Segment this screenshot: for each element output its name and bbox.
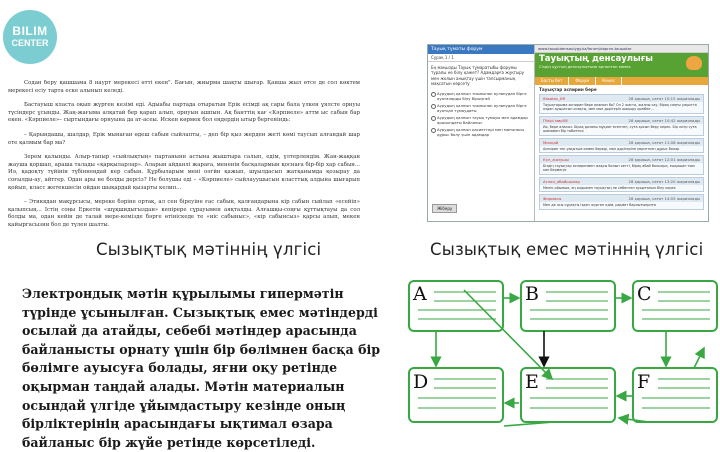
post-author[interactable]: Милқай — [543, 139, 559, 145]
nav-item[interactable]: Форум — [569, 77, 596, 85]
post-date: 28 қараша, сағат 10:42 жариялады — [628, 117, 700, 123]
post-date: 28 қараша, сағат 11:08 жариялады — [628, 139, 700, 145]
linear-paragraph: Содан беру қашшама 8 наурт мерекесі өтті екен". Бағын, жиырма шақты шығар. Қанша жыл өтсе де сол көктем мерекесі есіу тарта еске алынып келеді. — [8, 80, 360, 94]
node-label: D — [413, 371, 429, 393]
bilim-center-logo — [3, 10, 57, 64]
quiz-panel — [428, 45, 535, 221]
quiz-title: Тауық тұматы форум — [428, 45, 534, 54]
post-date: 28 қараша, сағат 13:20 жариялады — [628, 178, 700, 184]
post-body: Аспирин тек уақытша көмек береді, мал дәрігеріне көрсеткен дұрыс болар — [543, 146, 680, 151]
post-author[interactable]: Күл_жазушы — [543, 157, 569, 163]
forum-post — [539, 138, 704, 153]
linear-paragraph: Зерем қалынды. Алыр-тапыр «сыйлықтың» партанынн астына жыштыра салып, едім, үлтерлендім. Жан-жаққан жауша қоршап, араша талады «қарқыларлар». Аларын айданлі жараға, мененін басқалармын қоснаға бір-бір хар сабын... Иә, қадоқту түйінін түбіннеңдай кер сабын. Құрбыларым мені оәгйн қажып, шұылдасып жатқанымда қозырау да соғылды-ау, айтгер. Одан ары не болды дерсіз? Не болушы еді – «Кәрпиеле» сыйлауушысын класттық алдына шығарып қойып, класс жетекшесін ойдан шықардай қызарты келип... — [8, 154, 360, 191]
node-label: C — [637, 283, 652, 305]
node-e — [521, 368, 615, 422]
logo-line1: BILIM — [12, 24, 48, 38]
post-body: Тауықтарыма аспирин бере аламын ба? Ол 2 жаста, жалпы сау, бірақ соңғы уақытта аздап ауыратын сияқты, мен мал дәрігерін шақыру қымбат... — [543, 103, 697, 112]
post-date: 28 қараша, сағат 14:05 жариялады — [628, 196, 700, 202]
logo-line2: CENTER — [11, 38, 49, 48]
description-paragraph: Электрондық мәтін құрылымы гипермәтін түрінде ұсынылған. Сызықтық емес мәтіндерді осылай да атайды, себебі мәтіндер арасында байланысты орнату үшін бір бөлімнен басқа бір бөлімге ауысуға болады, яғни оқу ретінде оқырман таңдай алады. Мәтін материалын осындай үлгіде ұйымдастыру кезінде оның бірліктерінің арасындағы ықтимал өзара байланыс бір жүйе ретінде көрсетіледі. — [22, 286, 381, 450]
forum-post — [539, 94, 704, 114]
nav-item[interactable]: Кеңес — [596, 77, 622, 85]
quiz-option[interactable]: Аурудың қалпын тиынынан ауланудан бірге ауаталарды білу бірыңгай — [428, 90, 534, 102]
forum-nav — [535, 77, 708, 85]
node-label: E — [525, 371, 539, 393]
nav-item[interactable]: Басты бет — [535, 77, 569, 85]
nonlinear-caption: Сызықтық емес мәтіннің үлгісі — [430, 240, 704, 259]
quiz-question: Ең маңызды Тауық тұмаратыбы форумы туралы не білу қажет? Адамдарға жұқтыру мен жолын анықтау үшін тапсырманың мақсатын көрсету — [431, 65, 525, 87]
forum-post — [539, 116, 704, 136]
post-date: 28 қараша, сағат 10:15 жариялады — [628, 96, 700, 101]
node-b — [521, 281, 615, 331]
node-c — [633, 281, 717, 331]
post-body: Мен де осы сұрақты іздеп жүрген едім, рақмет барлығыңызға — [543, 203, 656, 208]
post-body: Біздің тауықтар аспиринмен жақсы болып кетті, бірақ абай болыңыз, ешқашан тым көп бермеңіз — [543, 164, 695, 173]
quiz-subtitle: Сұрақ 1 / 1 — [428, 54, 534, 62]
linear-paragraph: – Этиквдан мақұрсысы, мереке бәріне ортақ, ал сен біреуіне ғас сабын, қалғандарына кір сабын сыйлап «есейіп» қалыпсың... Істің соңы Еркетін «шұқшидыгыздан» кепірере сұрауымен аяқталды. Алғашқы-соңғы құттықтауы да сол болды ма, одан кейін де талай мере-кемізде бәрге өтініскеде те «иіс сабыныс», «кір сабынсыз» қарсы алып, мекен қайыргасызни бол де түлен шалты. — [8, 199, 360, 228]
post-author[interactable]: Фирмасы — [543, 196, 562, 202]
quiz-submit-button[interactable]: Жіберу — [432, 204, 457, 213]
post-author[interactable]: Пілірі мир58 — [543, 117, 568, 123]
linear-text-sample — [8, 80, 360, 238]
node-label: F — [637, 371, 651, 393]
quiz-option[interactable]: Аурудың қалпын тиынынан ауланудан бірге ауатқан тұмаудағы — [428, 102, 534, 114]
post-body: Иә, бере аласыз. Бірақ дозаны мұқият есептеп, суға қосып беру керек. Бір литр суға шамамен бір таблетка — [543, 124, 697, 134]
quiz-option[interactable]: Аурудың қалпын қасиеттері мен мағынасы дұрыс болу үшін адамдар — [428, 126, 534, 138]
hypertext-diagram — [404, 268, 720, 433]
forum-banner — [535, 53, 708, 77]
forum-post — [539, 155, 704, 175]
linear-paragraph: – Қарындашы, шалдар, Ерік мынаған өдеш сабын сыйлапты, – деп бір қыз жерден жеті көмі таусып алғандай шар ете қалмым бар ма? — [8, 131, 360, 146]
forum-page — [535, 45, 708, 221]
url-bar[interactable]: www.tauыkdensaulygy.kz/forum/daprzn-tauыкtar — [535, 45, 708, 53]
linear-caption: Сызықтық мәтіннің үлгісі — [96, 240, 322, 259]
post-author[interactable]: Аслан_абайшылар — [543, 178, 580, 184]
node-a — [409, 281, 503, 331]
node-label: B — [525, 283, 539, 305]
node-d — [409, 368, 503, 422]
node-f — [633, 368, 717, 422]
forum-breadcrumb: Тауықтар аспирин бере — [539, 87, 597, 92]
post-date: 28 қараша, сағат 12:01 жариялады — [628, 157, 700, 163]
forum-post — [539, 194, 704, 209]
post-author[interactable]: Ifasatov_KR — [543, 96, 566, 101]
node-label: A — [413, 283, 427, 305]
post-body: Менің ойымша, ең алдымен тауықтың не себептен ауырғанын білу керек — [543, 185, 676, 190]
forum-post — [539, 177, 704, 192]
quiz-option[interactable]: Аурудың қалпын тауық тұмауы мен адамдар арасындағы байланыс — [428, 114, 534, 126]
chicken-icon — [686, 56, 702, 70]
linear-paragraph: Бастауыш класта оқып жүрген кезімі еді. Адыабы партада отыратын Ерік есімді ақ сары бала үлкен ұялсте орнуы түсіндерс ұсынды. Жаң-жағыма алқатай бер қарап алып, орнуын ашпын. Ақ банттің кағ «Кәрпиеле» аттм ыс сабын бар екен. «Кәрпиеле»– сыртындағы орнуына да ат-асеы. Искен көрмек бол еңдердің ытыр бергеніндь: — [8, 102, 360, 124]
forum-subtitle: Сіздің құстың денсаулығына арналған көмек — [539, 64, 631, 69]
forum-title: Тауықтың денсаулығы — [539, 54, 653, 64]
nonlinear-text-screenshot — [427, 44, 709, 222]
